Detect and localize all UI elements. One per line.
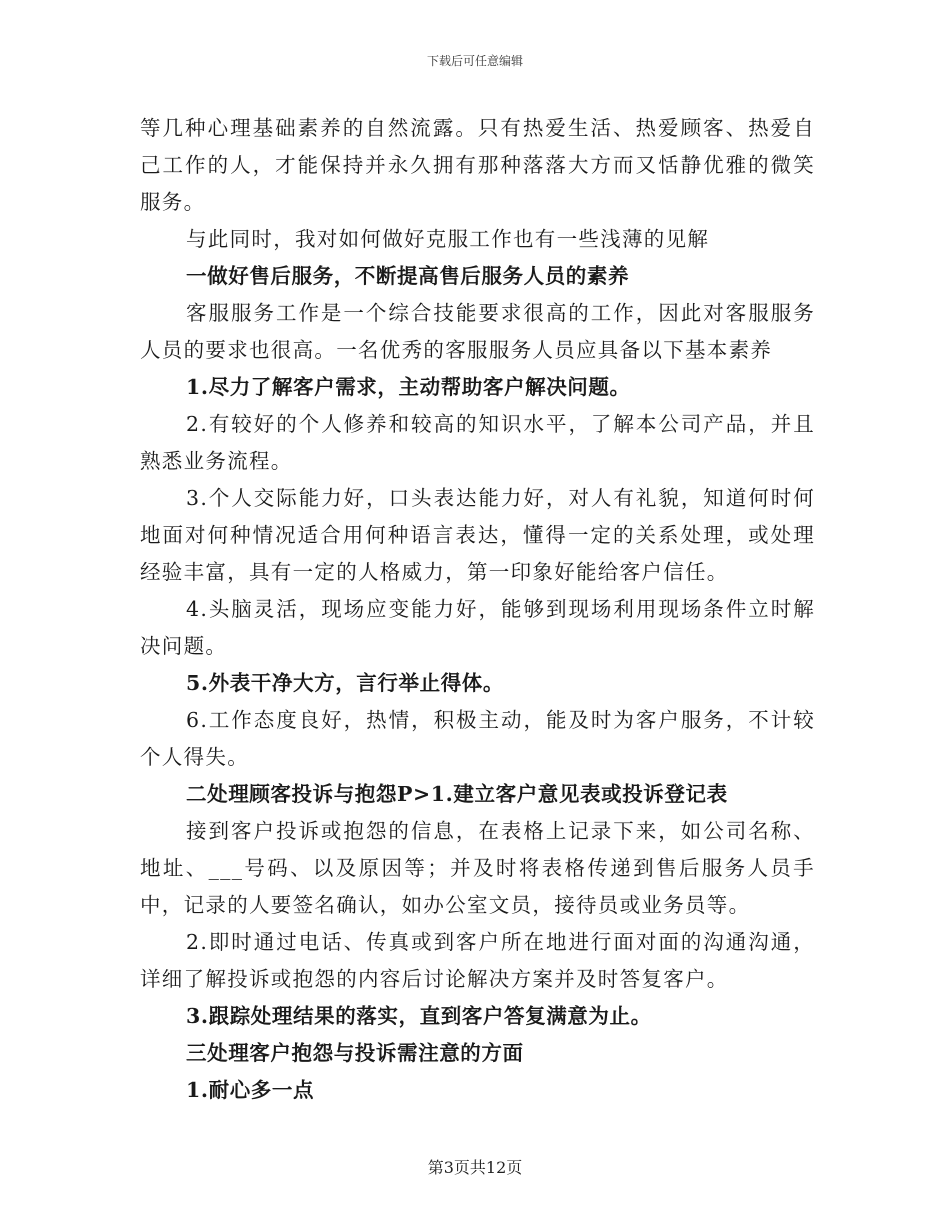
paragraph-4: 接到客户投诉或抱怨的信息，在表格上记录下来，如公司名称、地址、___号码、以及原因等；并及时将表格传递到售后服务人员手中，记录的人要签名确认，如办公室文员，接待员或业务员等。 (140, 819, 815, 917)
section-heading-2: 二处理顾客投诉与抱怨P>1.建立客户意见表或投诉登记表 (186, 782, 728, 806)
page-header: 下载后可任意编辑 (426, 54, 523, 68)
paragraph-6: 3.跟踪处理结果的落实，直到客户答复满意为止。 (186, 1004, 652, 1028)
paragraph-2: 与此同时，我对如何做好克服工作也有一些浅薄的见解 (186, 227, 710, 251)
section-heading-1: 一做好售后服务，不断提高售后服务人员的素养 (186, 264, 630, 288)
list-item-6: 6.工作态度良好，热情，积极主动，能及时为客户服务，不计较个人得失。 (140, 708, 815, 769)
list-item-4: 4.头脑灵活，现场应变能力好，能够到现场利用现场条件立时解决问题。 (140, 597, 815, 658)
list-item-3: 3.个人交际能力好，口头表达能力好，对人有礼貌，知道何时何地面对何种情况适合用何种语言表达，懂得一定的关系处理，或处理经验丰富，具有一定的人格威力，第一印象好能给客户信任。 (140, 486, 815, 584)
section-heading-3: 三处理客户抱怨与投诉需注意的方面 (186, 1041, 524, 1065)
page-footer: 第3页共12页 (427, 1158, 523, 1177)
paragraph-3: 客服服务工作是一个综合技能要求很高的工作，因此对客服服务人员的要求也很高。一名优秀的客服服务人员应具备以下基本素养 (140, 301, 815, 362)
paragraph-1: 等几种心理基础素养的自然流露。只有热爱生活、热爱顾客、热爱自己工作的人，才能保持并永久拥有那种落落大方而又恬静优雅的微笑服务。 (140, 116, 815, 214)
subheading-1: 1.耐心多一点 (186, 1078, 315, 1102)
document-body (140, 110, 815, 1109)
paragraph-5: 2.即时通过电话、传真或到客户所在地进行面对面的沟通沟通，详细了解投诉或抱怨的内容后讨论解决方案并及时答复客户。 (140, 930, 815, 991)
list-item-5: 5.外表干净大方，言行举止得体。 (186, 671, 504, 695)
list-item-2: 2.有较好的个人修养和较高的知识水平，了解本公司产品，并且熟悉业务流程。 (140, 412, 815, 473)
list-item-1: 1.尽力了解客户需求，主动帮助客户解决问题。 (186, 375, 631, 399)
